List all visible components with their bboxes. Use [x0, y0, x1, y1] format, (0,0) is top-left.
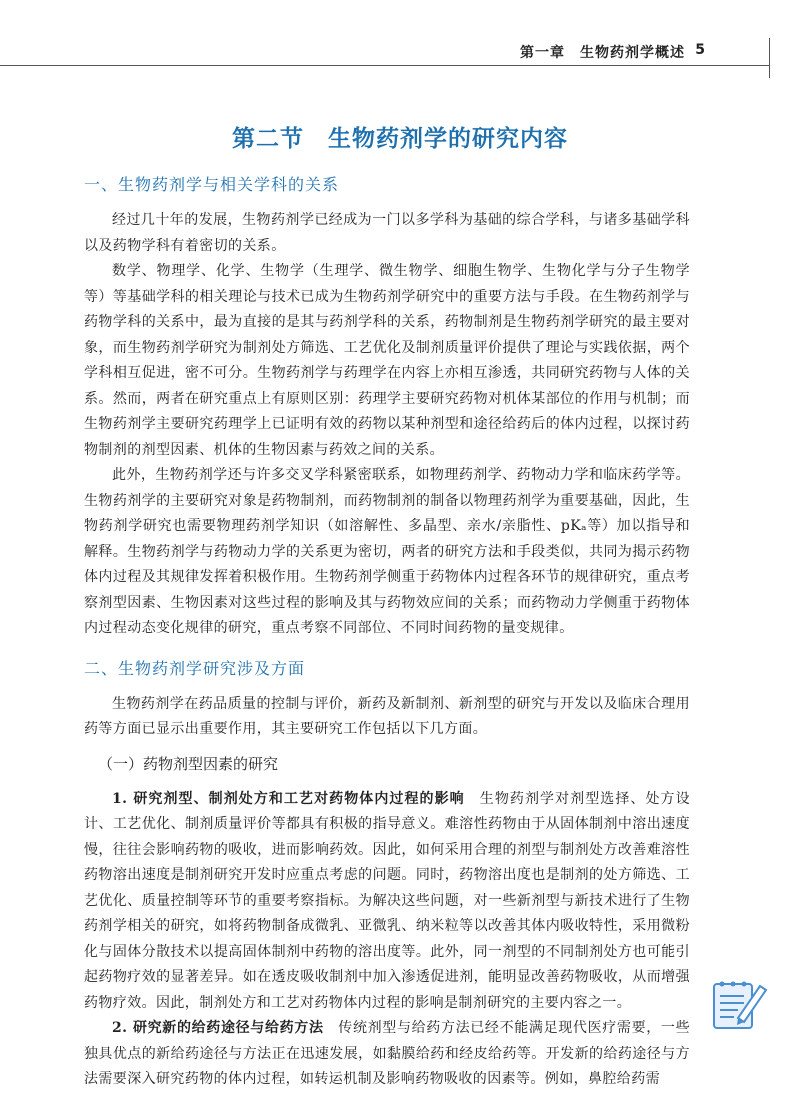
- paragraph-part2-intro: 生物药剂学在药品质量的控制与评价，新药及新制剂、新剂型的研究与开发以及临床合理用药等方面已显示出重要作用，其主要研究工作包括以下几方面。: [84, 695, 690, 737]
- heading-part2: 二、生物药剂学研究涉及方面: [84, 658, 306, 678]
- paragraph-1: 经过几十年的发展，生物药剂学已经成为一门以多学科为基础的综合学科，与诸多基础学科以及药物学科有着密切的关系。: [84, 212, 690, 254]
- subheading-dosage-form: （一）药物剂型因素的研究: [98, 754, 279, 773]
- running-header: [0, 38, 800, 68]
- paragraph-2: 数学、物理学、化学、生物学（生理学、微生物学、细胞生物学、生物化学与分子生物学等）等基础学科的相关理论与技术已成为生物药剂学研究中的重要方法与手段。在生物药剂学与药物学科的关系中，最为直接的是其与药剂学科的关系，药物制剂是生物药剂学研究的最主要对象，而生物药剂学研究为制剂处方筛选、工艺优化及制剂质量评价提供了理论与实践依据，两个学科相互促进，密不可分。生物药剂学与药理学在内容上亦相互渗透，共同研究药物与人体的关系。然而，两者在研究重点上有原则区别：药理学主要研究药物对机体某部位的作用与机制；而生物药剂学主要研究药理学上已证明有效的药物以某种剂型和途径给药后的体内过程，以探讨药物制剂的剂型因素、机体的生物因素与药效之间的关系。: [84, 263, 690, 458]
- chapter-title: 第一章 生物药剂学概述: [520, 45, 685, 61]
- header-vertical-rule: [769, 38, 770, 78]
- header-rule: [0, 65, 770, 66]
- item2-text: 传统剂型与给药方法已经不能满足现代医疗需要，一些独具优点的新给药途径与方法正在迅速发展，如黏膜给药和经皮给药等。开发新的给药途径与方法需要深入研究药物的体内过程，如转运机制及影响药物吸收的因素等。例如，鼻腔给药需: [84, 1020, 690, 1087]
- item1-lead: 1. 研究剂型、制剂处方和工艺对药物体内过程的影响: [112, 790, 465, 807]
- body-content: [84, 170, 690, 1093]
- item2-lead: 2. 研究新的给药途径与给药方法: [112, 1020, 324, 1036]
- paragraph-item2: [84, 1016, 690, 1093]
- paragraph-3: 此外，生物药剂学还与许多交叉学科紧密联系，如物理药剂学、药物动力学和临床药学等。生物药剂学的主要研究对象是药物制剂，而药物制剂的制备以物理药剂学为重要基础，因此，生物药剂学研究也需要物理药剂学知识（如溶解性、多晶型、亲水/亲脂性、pKₐ等）加以指导和解释。生物药剂学与药物动力学的关系更为密切，两者的研究方法和手段类似，共同为揭示药物体内过程及其规律发挥着积极作用。生物药剂学侧重于药物体内过程各环节的规律研究，重点考察剂型因素、生物因素对这些过程的影响及其与药物效应间的关系；而药物动力学侧重于药物体内过程动态变化规律的研究，重点考察不同部位、不同时间药物的量变规律。: [84, 467, 690, 636]
- paragraph-item1: [84, 787, 690, 1017]
- notepad-pencil-icon: [708, 972, 770, 1034]
- page-number: 5: [695, 42, 705, 58]
- section-title: 第二节 生物药剂学的研究内容: [232, 125, 568, 152]
- heading-part1: 一、生物药剂学与相关学科的关系: [84, 175, 340, 194]
- item1-text: 生物药剂学对剂型选择、处方设计、工艺优化、制剂质量评价等都具有积极的指导意义。难溶性药物由于从固体制剂中溶出速度慢，往往会影响药物的吸收，进而影响药效。因此，如何采用合理的剂型与制剂处方改善难溶性药物溶出速度是制剂研究开发时应重点考虑的问题。同时，药物溶出度也是制剂的处方筛选、工艺优化、质量控制等环节的重要考察指标。为解决这些问题，对一些新剂型与新技术进行了生物药剂学相关的研究，如将药物制备成微乳、亚微乳、纳米粒等以改善其体内吸收特性，采用微粉化与固体分散技术以提高固体制剂中药物的溶出度等。此外，同一剂型的不同制剂处方也可能引起药物疗效的显著差异。如在透皮吸收制剂中加入渗透促进剂，能明显改善药物吸收，从而增强药物疗效。因此，制剂处方和工艺对药物体内过程的影响是制剂研究的主要内容之一。: [84, 790, 690, 1011]
